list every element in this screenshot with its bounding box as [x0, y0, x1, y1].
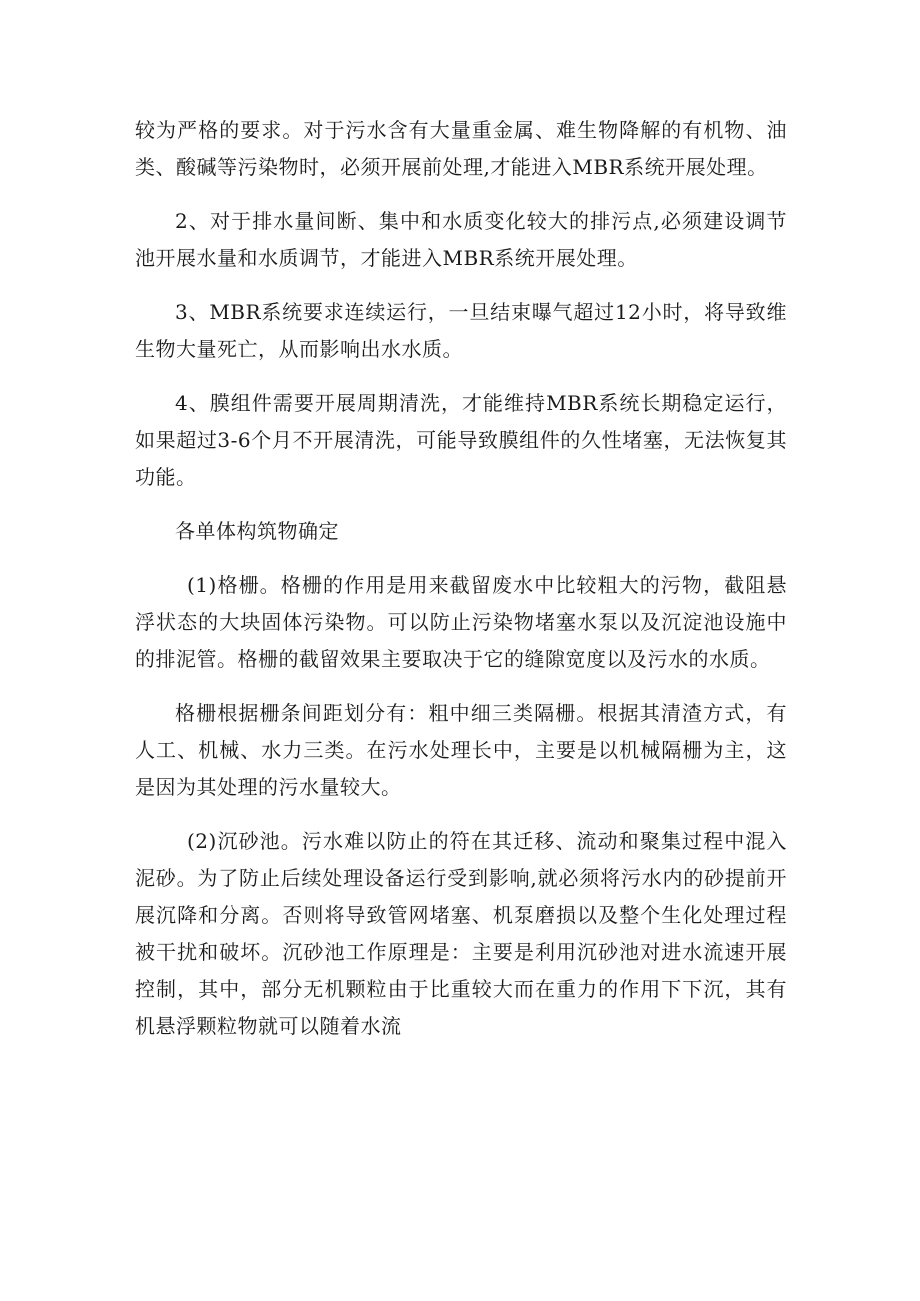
document-body	[135, 112, 787, 1062]
paragraph-grit-chamber: (2)沉砂池。污水难以防止的符在其迁移、流动和聚集过程中混入泥砂。为了防止后续处理设备运行受到影响,就必须将污水内的砂提前开展沉降和分离。否则将导致管网堵塞、机泵磨损以及整个生化处理过程被干扰和破坏。沉砂池工作原理是：主要是利用沉砂池对进水流速开展控制，其中，部分无机颗粒由于比重较大而在重力的作用下下沉，其有机悬浮颗粒物就可以随着水流	[135, 829, 787, 1038]
paragraph-item-2: 2、对于排水量间断、集中和水质变化较大的排污点,必须建设调节池开展水量和水质调节，才能进入MBR系统开展处理。	[135, 209, 787, 270]
paragraph-item-3: 3、MBR系统要求连续运行，一旦结束曝气超过12小时，将导致维生物大量死亡，从而影响出水水质。	[135, 300, 787, 361]
section-heading: 各单体构筑物确定	[175, 519, 339, 543]
paragraph-grille-types: 格栅根据栅条间距划分有：粗中细三类隔栅。根据其清渣方式，有人工、机械、水力三类。在污水处理长中，主要是以机械隔栅为主，这是因为其处理的污水量较大。	[135, 701, 787, 799]
paragraph-grille: (1)格栅。格栅的作用是用来截留废水中比较粗大的污物，截阻悬浮状态的大块固体污染物。可以防止污染物堵塞水泵以及沉淀池设施中的排泥管。格栅的截留效果主要取决于它的缝隙宽度以及污水的水质。	[135, 573, 787, 671]
paragraph-item-4: 4、膜组件需要开展周期清洗，才能维持MBR系统长期稳定运行，如果超过3-6个月不开展清洗，可能导致膜组件的久性堵塞，无法恢复其功能。	[135, 391, 787, 489]
paragraph-continuation: 较为严格的要求。对于污水含有大量重金属、难生物降解的有机物、油类、酸碱等污染物时，必须开展前处理,才能进入MBR系统开展处理。	[135, 118, 787, 179]
